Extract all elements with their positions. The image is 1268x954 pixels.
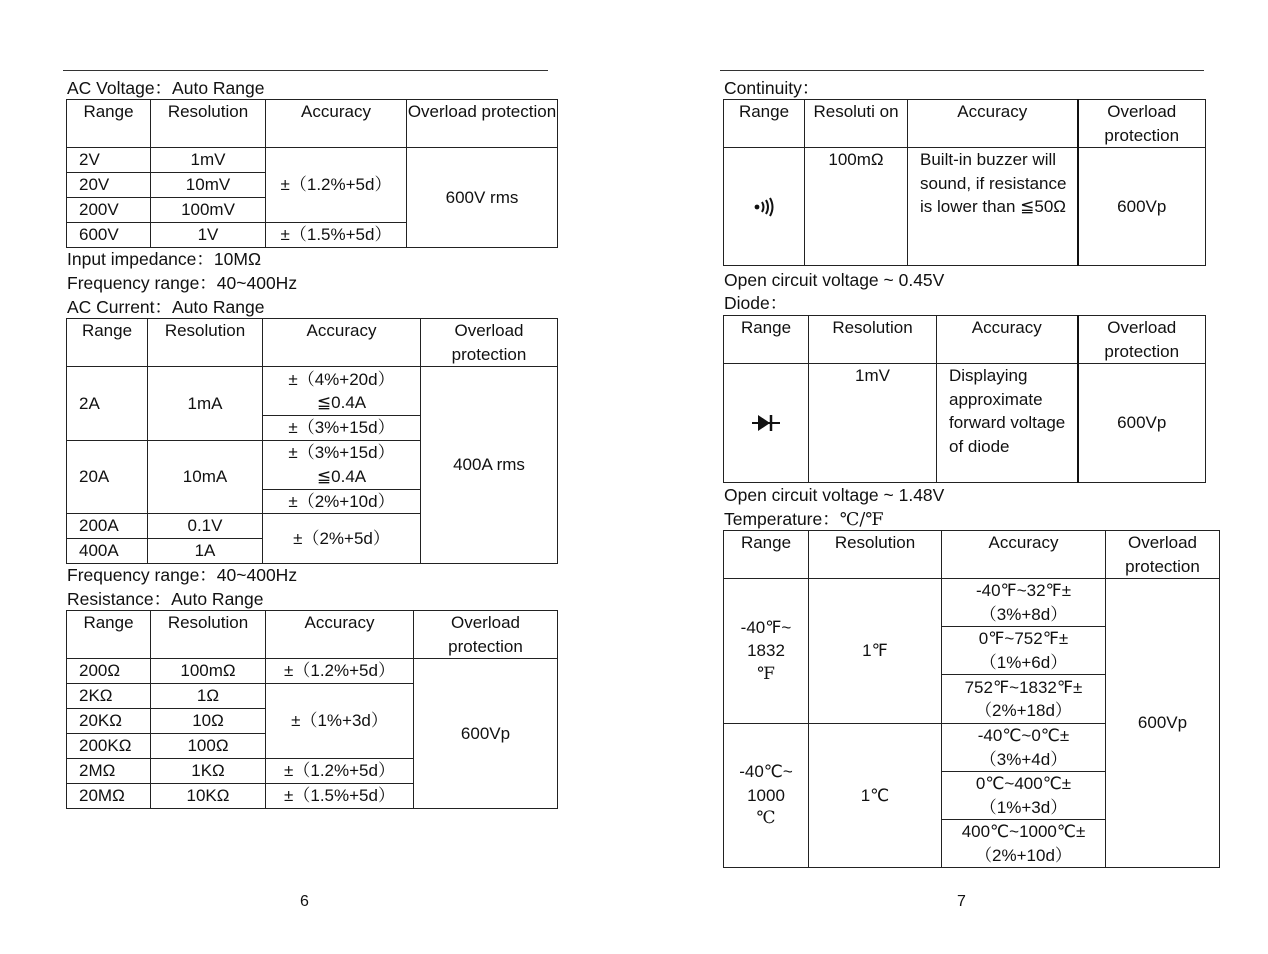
header-overload: Overload protection bbox=[1078, 100, 1206, 148]
resolution-cell: 1℃ bbox=[809, 724, 942, 868]
resolution-cell: 100mΩ bbox=[151, 659, 266, 684]
frequency-range-note: Frequency range：40~400Hz bbox=[67, 273, 298, 293]
accuracy-line: ±（3%+15d） bbox=[288, 443, 395, 462]
header-accuracy: Accuracy bbox=[937, 316, 1078, 364]
header-accuracy: Accuracy bbox=[908, 100, 1078, 148]
ac-current-title: AC Current：Auto Range bbox=[67, 297, 265, 317]
accuracy-line: （2%+10d） bbox=[975, 845, 1072, 865]
temperature-title-units: ℃/℉ bbox=[839, 510, 884, 530]
page-number-right: 7 bbox=[957, 893, 966, 910]
range-cell: 20KΩ bbox=[67, 709, 151, 734]
diode-title: Diode： bbox=[724, 293, 788, 313]
range-cell: 200KΩ bbox=[67, 734, 151, 759]
header-overload: Overload protection bbox=[1078, 316, 1206, 364]
accuracy-condition: ≦0.4A bbox=[316, 393, 367, 412]
accuracy-line: （2%+18d） bbox=[975, 701, 1072, 720]
fahrenheit-range-cell bbox=[724, 579, 809, 724]
accuracy-cell bbox=[942, 772, 1106, 820]
resolution-cell: 1Ω bbox=[151, 684, 266, 709]
accuracy-cell: ±（1.2%+5d） bbox=[266, 659, 414, 684]
overload-cell: 600Vp bbox=[1078, 364, 1206, 483]
header-overload: Overload protection bbox=[421, 319, 558, 367]
resistance-title: Resistance：Auto Range bbox=[67, 589, 264, 609]
left-top-rule bbox=[63, 70, 548, 71]
resistance-table bbox=[66, 610, 558, 809]
diode-open-circuit-note: Open circuit voltage ~ 1.48V bbox=[724, 485, 945, 505]
resolution-cell: 1mV bbox=[809, 364, 937, 483]
header-range: Range bbox=[67, 611, 151, 659]
accuracy-line: （3%+8d） bbox=[979, 604, 1068, 624]
buzzer-icon bbox=[724, 196, 804, 218]
accuracy-cell: ±（1.2%+5d） bbox=[266, 148, 407, 223]
header-accuracy: Accuracy bbox=[942, 531, 1106, 579]
header-accuracy: Accuracy bbox=[266, 100, 407, 148]
accuracy-cell: ±（2%+5d） bbox=[263, 514, 421, 564]
resolution-cell: 1A bbox=[148, 539, 263, 564]
overload-cell: 600Vp bbox=[1078, 148, 1206, 266]
accuracy-cell: Displaying approximate forward voltage of diode bbox=[937, 364, 1078, 483]
accuracy-cell bbox=[942, 627, 1106, 675]
range-line: 1000 bbox=[747, 785, 785, 805]
range-cell: 2MΩ bbox=[67, 759, 151, 784]
accuracy-line: （1%+6d） bbox=[979, 652, 1068, 672]
continuity-table bbox=[723, 99, 1206, 266]
diode-icon bbox=[724, 413, 808, 433]
header-resolution: Resolution bbox=[148, 319, 263, 367]
resolution-cell: 10mV bbox=[151, 173, 266, 198]
resolution-cell: 10KΩ bbox=[151, 784, 266, 809]
resolution-cell: 1KΩ bbox=[151, 759, 266, 784]
resolution-cell: 1mA bbox=[148, 367, 263, 441]
accuracy-line: 0℉~752℉± bbox=[978, 629, 1069, 648]
ac-current-table bbox=[66, 318, 558, 564]
resolution-cell: 1℉ bbox=[809, 579, 942, 724]
range-line: ℉ bbox=[757, 663, 775, 684]
overload-cell: 600V rms bbox=[407, 148, 558, 248]
header-accuracy: Accuracy bbox=[266, 611, 414, 659]
accuracy-condition: ≦0.4A bbox=[316, 466, 367, 486]
accuracy-line: （1%+3d） bbox=[979, 797, 1068, 817]
accuracy-cell: ±（1.5%+5d） bbox=[266, 223, 407, 248]
accuracy-cell: Built-in buzzer will sound, if resistance is lower than ≦50Ω bbox=[908, 148, 1078, 266]
accuracy-cell bbox=[263, 440, 421, 489]
header-overload: Overload protection bbox=[414, 611, 558, 659]
range-cell: 200Ω bbox=[67, 659, 151, 684]
resolution-cell: 1V bbox=[151, 223, 266, 248]
ac-voltage-table bbox=[66, 99, 558, 248]
range-cell: 20MΩ bbox=[67, 784, 151, 809]
continuity-open-circuit-note: Open circuit voltage ~ 0.45V bbox=[724, 270, 945, 290]
resolution-cell: 10Ω bbox=[151, 709, 266, 734]
ac-voltage-title: AC Voltage：Auto Range bbox=[67, 78, 265, 98]
accuracy-cell bbox=[942, 579, 1106, 627]
range-cell: 200A bbox=[67, 514, 148, 539]
range-cell: 600V bbox=[67, 223, 151, 248]
resolution-cell: 100Ω bbox=[151, 734, 266, 759]
celsius-range-cell bbox=[724, 724, 809, 868]
input-impedance-note: Input impedance：10MΩ bbox=[67, 249, 262, 269]
diode-range-cell bbox=[724, 364, 809, 483]
range-line: -40℉~ bbox=[740, 617, 792, 637]
header-overload: Overload protection bbox=[407, 100, 558, 148]
temperature-title-text: Temperature： bbox=[724, 509, 840, 529]
accuracy-cell: ±（2%+10d） bbox=[263, 489, 421, 514]
resolution-cell: 1mV bbox=[151, 148, 266, 173]
accuracy-line: （3%+4d） bbox=[979, 749, 1068, 769]
header-resolution: Resolution bbox=[809, 531, 942, 579]
range-cell: 2KΩ bbox=[67, 684, 151, 709]
header-resolution: Resolution bbox=[809, 316, 937, 364]
accuracy-cell bbox=[263, 367, 421, 416]
header-range: Range bbox=[67, 319, 148, 367]
accuracy-line: 400℃~1000℃± bbox=[961, 822, 1086, 841]
accuracy-cell: ±（1.2%+5d） bbox=[266, 759, 414, 784]
resolution-cell: 100mV bbox=[151, 198, 266, 223]
header-accuracy: Accuracy bbox=[263, 319, 421, 367]
accuracy-cell bbox=[942, 724, 1106, 772]
accuracy-line: ±（4%+20d） bbox=[288, 369, 395, 389]
right-top-rule bbox=[720, 70, 1204, 71]
accuracy-cell bbox=[942, 675, 1106, 724]
range-line: ℃ bbox=[756, 808, 776, 829]
header-range: Range bbox=[724, 316, 809, 364]
temperature-title bbox=[724, 508, 884, 531]
header-overload: Overload protection bbox=[1106, 531, 1220, 579]
accuracy-cell bbox=[942, 820, 1106, 868]
range-cell: 400A bbox=[67, 539, 148, 564]
header-resolution: Resoluti on bbox=[805, 100, 908, 148]
resolution-cell: 100mΩ bbox=[805, 148, 908, 266]
range-cell: 2A bbox=[67, 367, 148, 441]
range-cell: 2V bbox=[67, 148, 151, 173]
resolution-cell: 0.1V bbox=[148, 514, 263, 539]
accuracy-line: 752℉~1832℉± bbox=[964, 677, 1083, 697]
overload-cell: 400A rms bbox=[421, 367, 558, 564]
header-range: Range bbox=[67, 100, 151, 148]
header-range: Range bbox=[724, 100, 805, 148]
page-number-left: 6 bbox=[300, 893, 309, 910]
overload-cell: 600Vp bbox=[1106, 579, 1220, 868]
accuracy-cell: ±（1%+3d） bbox=[266, 684, 414, 759]
diode-table bbox=[723, 315, 1206, 483]
current-frequency-note: Frequency range：40~400Hz bbox=[67, 565, 298, 585]
overload-cell: 600Vp bbox=[414, 659, 558, 809]
range-cell: 200V bbox=[67, 198, 151, 223]
continuity-range-cell bbox=[724, 148, 805, 266]
header-resolution: Resolution bbox=[151, 100, 266, 148]
accuracy-line: -40℃~0℃± bbox=[977, 726, 1070, 745]
temperature-table bbox=[723, 530, 1220, 868]
resolution-cell: 10mA bbox=[148, 440, 263, 514]
accuracy-line: -40℉~32℉± bbox=[975, 581, 1072, 600]
header-range: Range bbox=[724, 531, 809, 579]
header-resolution: Resolution bbox=[151, 611, 266, 659]
range-cell: 20A bbox=[67, 440, 148, 514]
range-cell: 20V bbox=[67, 173, 151, 198]
accuracy-cell: ±（3%+15d） bbox=[263, 416, 421, 441]
continuity-title: Continuity： bbox=[724, 78, 820, 98]
range-line: -40℃~ bbox=[739, 762, 793, 782]
accuracy-cell: ±（1.5%+5d） bbox=[266, 784, 414, 809]
accuracy-line: 0℃~400℃± bbox=[975, 774, 1072, 793]
range-line: 1832 bbox=[747, 641, 785, 661]
